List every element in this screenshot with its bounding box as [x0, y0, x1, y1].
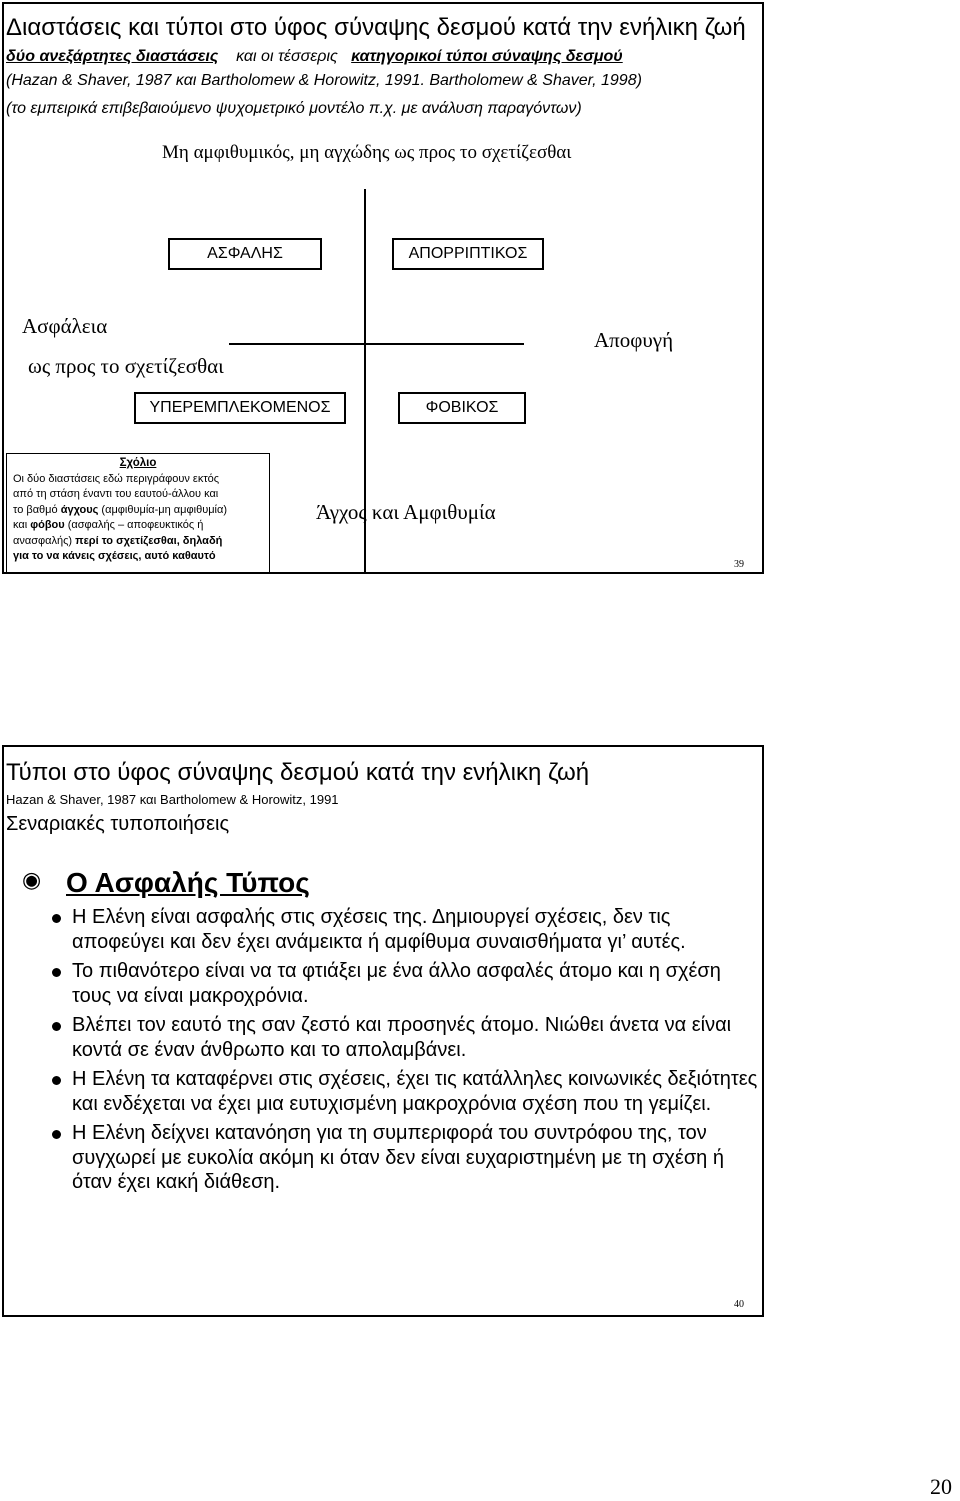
box-preoccupied: ΥΠΕΡΕΜΠΛΕΚΟΜΕΝΟΣ — [134, 392, 346, 424]
main-bullet-text: Ο Ασφαλής Τύπος — [66, 867, 310, 898]
slide-page-number: 39 — [734, 559, 744, 570]
comment-line: από τη στάση έναντι του εαυτού-άλλου και — [13, 488, 219, 500]
comment-line: το βαθμό άγχους (αμφιθυμία-μη αμφιθυμία) — [13, 503, 228, 516]
axis-label-top: Μη αμφιθυμικός, μη αγχώδης ως προς το σχετίζεσθαι — [162, 142, 572, 163]
axis-label-right: Αποφυγή — [594, 328, 674, 352]
list-item: Η Ελένη τα καταφέρνει στις σχέσεις, έχει τις κατάλληλες κοινωνικές δεξιότητες και ενδέχεται να έχει μια ευτυχισμένη μακροχρόνια σχέση που τη γεμίζει. — [52, 1067, 764, 1116]
list-item: Το πιθανότερο είναι να τα φτιάξει με ένα άλλο ασφαλές άτομο και η σχέση τους να είναι μακροχρόνια. — [52, 959, 764, 1008]
bullet-icon: ◉ — [22, 867, 42, 892]
comment-box — [6, 453, 270, 573]
citation: Hazan & Shaver, 1987 και Bartholomew & Horowitz, 1991 — [6, 792, 339, 807]
bullet-dot-icon — [52, 1076, 61, 1085]
axis-label-left-2: ως προς το σχετίζεσθαι — [28, 354, 224, 378]
slide-subtitle: Σεναριακές τυποποιήσεις — [6, 813, 230, 835]
slide-title: Τύποι στο ύφος σύναψης δεσμού κατά την ενήλικη ζωή — [6, 759, 590, 786]
comment-line: για το να κάνεις σχέσεις, αυτό καθαυτό — [13, 550, 216, 562]
comment-line: Οι δύο διαστάσεις εδώ περιγράφουν εκτός — [13, 472, 220, 485]
bullet-dot-icon — [52, 914, 61, 923]
slide-title: Διαστάσεις και τύποι στο ύφος σύναψης δεσμού κατά την ενήλικη ζωή — [6, 14, 746, 41]
slide-39 — [2, 2, 764, 574]
box-fearful: ΦΟΒΙΚΟΣ — [398, 392, 526, 424]
comment-line: ανασφαλής) περί το σχετίζεσθαι, δηλαδή — [13, 534, 223, 547]
list-item: Η Ελένη είναι ασφαλής στις σχέσεις της. Δημιουργεί σχέσεις, δεν τις αποφεύγει και δεν έχει ανάμεικτα ή αμφίθυμα συναισθήματα γι’ αυτές. — [52, 905, 764, 954]
axis-label-bottom: Άγχος και Αμφιθυμία — [316, 500, 496, 524]
and-text: και οι τέσσερις — [236, 48, 338, 65]
list-item: Βλέπει τον εαυτό της σαν ζεστό και προσηνές άτομο. Νιώθει άνετα να είναι κοντά σε έναν άνθρωπο και το απολαμβάνει. — [52, 1013, 764, 1062]
box-dismissive: ΑΠΟΡΡΙΠΤΙΚΟΣ — [392, 238, 544, 270]
axis-label-left-1: Ασφάλεια — [22, 314, 108, 338]
horizontal-axis — [229, 343, 524, 345]
bullet-dot-icon — [52, 968, 61, 977]
slide-page-number: 40 — [734, 1299, 744, 1310]
slide-subtitle-line — [6, 48, 623, 66]
list-item: Η Ελένη δείχνει κατανόηση για τη συμπεριφορά του συντρόφου της, τον συγχωρεί με ευκολία ακόμη κι όταν δεν είναι ευχαριστημένη με τη σχέση ή όταν έχει κακή διάθεση. — [52, 1121, 764, 1195]
model-note-line: (το εμπειρικά επιβεβαιούμενο ψυχομετρικό μοντέλο π.χ. με ανάλυση παραγόντων) — [6, 100, 582, 117]
comment-title: Σχόλιο — [119, 457, 157, 469]
dimensions-text: δύο ανεξάρτητες διαστάσεις — [6, 48, 219, 65]
main-bullet — [22, 867, 310, 899]
references-line: (Hazan & Shaver, 1987 και Bartholomew & Horowitz, 1991. Bartholomew & Shaver, 1998) — [6, 72, 642, 89]
comment-line: και φόβου (ασφαλής – αποφευκτικός ή — [13, 519, 204, 531]
slide-40 — [2, 745, 764, 1317]
page-number: 20 — [930, 1474, 952, 1499]
main-bullet-list — [22, 867, 310, 899]
bullet-dot-icon — [52, 1130, 61, 1139]
types-text: κατηγορικοί τύποι σύναψης δεσμού — [351, 48, 623, 65]
sub-bullet-list — [52, 905, 764, 1200]
bullet-dot-icon — [52, 1022, 61, 1031]
box-secure: ΑΣΦΑΛΗΣ — [168, 238, 322, 270]
